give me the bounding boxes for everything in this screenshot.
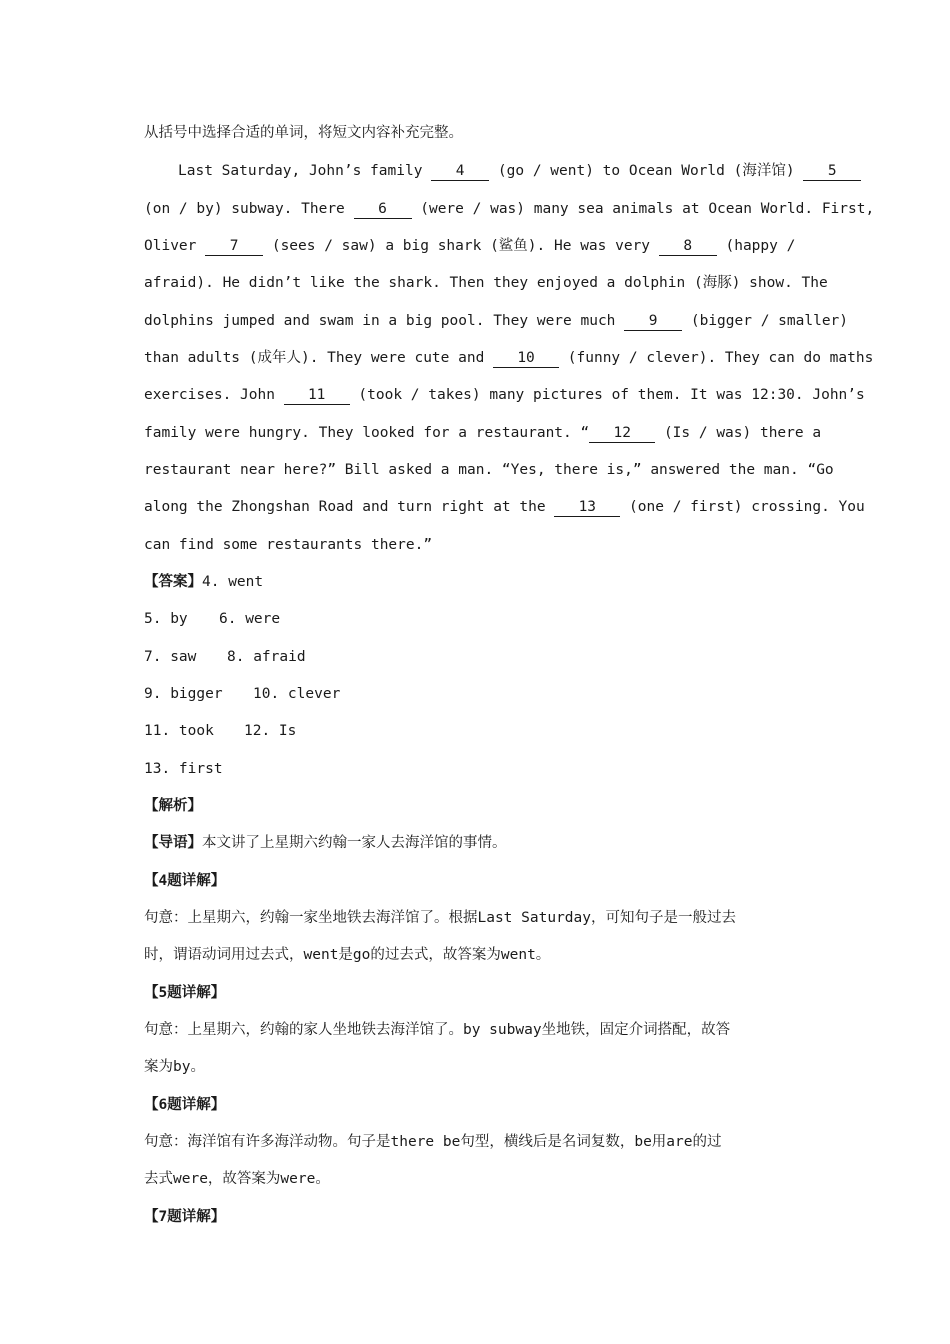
- passage-line-1: Last Saturday, John’s family 4 (go / went) to Ocean World (海洋馆) 5: [178, 161, 898, 181]
- q4-text-1: 句意：上星期六，约翰一家坐地铁去海洋馆了。根据Last Saturday，可知句子是一般过去: [144, 910, 736, 926]
- answer-10: 10. clever: [253, 686, 341, 702]
- passage-line-6: than adults (成年人). They were cute and 10 (funny / clever). They can do maths: [144, 350, 874, 366]
- answer-line-4: [144, 684, 864, 704]
- blank-10: 10: [493, 350, 559, 368]
- passage-line-5: dolphins jumped and swam in a big pool. They were much 9 (bigger / smaller): [144, 313, 849, 329]
- answer-12: 12. Is: [244, 723, 297, 739]
- q5-text-2: 案为by。: [144, 1059, 205, 1075]
- blank-12: 12: [589, 425, 655, 443]
- answer-11: 11. took: [144, 723, 214, 739]
- q6-text-2: 去式were，故答案为were。: [144, 1171, 330, 1187]
- blank-9: 9: [624, 313, 682, 331]
- blank-5: 5: [803, 163, 861, 181]
- passage-line-2: (on / by) subway. There 6 (were / was) many sea animals at Ocean World. First,: [144, 201, 875, 217]
- q4-label: 【4题详解】: [144, 873, 226, 889]
- q5-text-1: 句意：上星期六，约翰的家人坐地铁去海洋馆了。by subway坐地铁，固定介词搭配，故答: [144, 1022, 731, 1038]
- q4-text-2: 时，谓语动词用过去式，went是go的过去式，故答案为went。: [144, 947, 551, 963]
- guide-text: 本文讲了上星期六约翰一家人去海洋馆的事情。: [202, 835, 507, 851]
- blank-8: 8: [659, 238, 717, 256]
- blank-6: 6: [354, 201, 412, 219]
- analysis-label: 【解析】: [144, 798, 202, 814]
- q6-label: 【6题详解】: [144, 1097, 226, 1113]
- blank-7: 7: [205, 238, 263, 256]
- passage-line-9: restaurant near here?” Bill asked a man. “Yes, there is,” answered the man. “Go: [144, 462, 834, 478]
- answer-6: 6. were: [219, 611, 281, 627]
- passage-line-10: along the Zhongshan Road and turn right at the 13 (one / first) crossing. You: [144, 499, 865, 515]
- passage-line-11: can find some restaurants there.”: [144, 537, 433, 553]
- guide-label: 【导语】: [144, 835, 202, 851]
- passage-line-3: Oliver 7 (sees / saw) a big shark (鲨鱼). He was very 8 (happy /: [144, 238, 796, 254]
- answer-label: 【答案】: [144, 574, 202, 590]
- answer-9: 9. bigger: [144, 686, 223, 702]
- passage-line-4: afraid). He didn’t like the shark. Then they enjoyed a dolphin (海豚) show. The: [144, 275, 828, 291]
- answer-line-5: [144, 721, 864, 741]
- guide-line: [144, 833, 864, 853]
- answer-line-3: [144, 647, 864, 667]
- blank-13: 13: [554, 499, 620, 517]
- passage-line-8: family were hungry. They looked for a restaurant. “ 12 (Is / was) there a: [144, 425, 822, 441]
- answer-line-2: [144, 609, 864, 629]
- q5-label: 【5题详解】: [144, 985, 226, 1001]
- answer-5: 5. by: [144, 611, 188, 627]
- answer-8: 8. afraid: [227, 649, 306, 665]
- blank-4: 4: [431, 163, 489, 181]
- answer-13: 13. first: [144, 761, 223, 777]
- q7-label: 【7题详解】: [144, 1209, 226, 1225]
- answer-4: 4. went: [202, 574, 264, 590]
- answer-line-1: [144, 572, 864, 592]
- q6-text-1: 句意：海洋馆有许多海洋动物。句子是there be句型，横线后是名词复数，be用are的过: [144, 1134, 722, 1150]
- blank-11: 11: [284, 387, 350, 405]
- instruction: 从括号中选择合适的单词，将短文内容补充完整。: [144, 125, 463, 141]
- passage-line-7: exercises. John 11 (took / takes) many pictures of them. It was 12:30. John’s: [144, 387, 865, 403]
- answer-7: 7. saw: [144, 649, 197, 665]
